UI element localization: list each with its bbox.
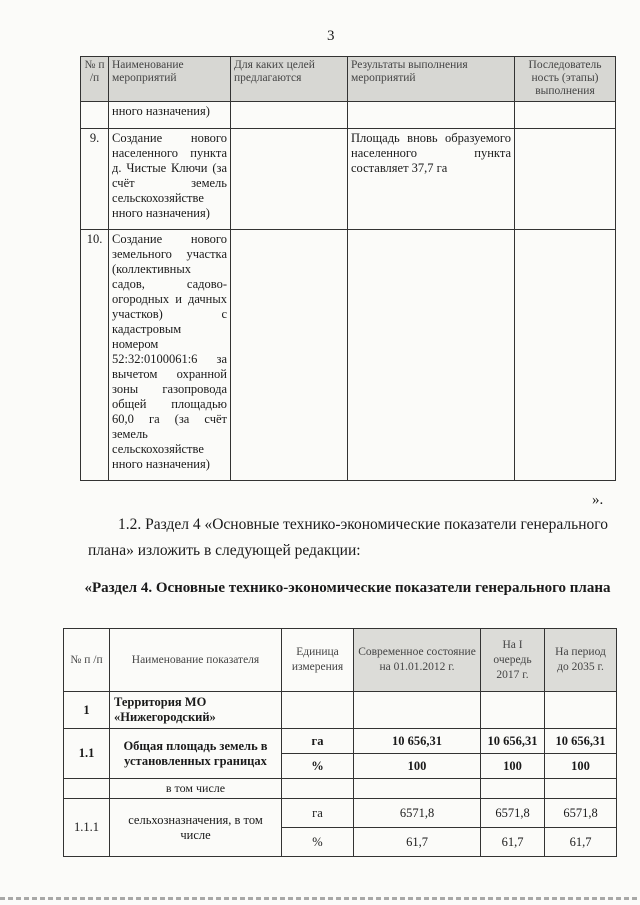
table-row [81, 129, 616, 230]
value-cell: 6571,8 [545, 799, 617, 828]
row-result: Площадь вновь образуемого населенного пункта составляет 37,7 га [348, 129, 515, 230]
col-header-indicator: Наименование показателя [110, 629, 282, 692]
value-cell: 10 656,31 [545, 729, 617, 754]
value-cell: 100 [545, 754, 617, 779]
table-header-row [64, 629, 617, 692]
page-number: 3 [327, 28, 335, 44]
row-result [348, 230, 515, 481]
col-header-num: № п /п [81, 57, 109, 102]
row-name: Создание нового земельного участка (коллективных садов, садово-огородных и дачных участков) с кадастровым номером 52:32:0100061:6 за вычетом охранной зоны газопровода общей площадью 60,0 га (за счёт земель сельскохозяйстве нного назначения) [109, 230, 231, 481]
table-row [81, 102, 616, 129]
value-cell: 61,7 [545, 828, 617, 857]
row-name: Общая площадь земель в установленных границах [110, 729, 282, 779]
value-cell: 61,7 [354, 828, 481, 857]
unit-cell: % [282, 754, 354, 779]
col-header-name: Наименование мероприятий [109, 57, 231, 102]
col-header-purpose: Для каких целей предлагаются [231, 57, 348, 102]
closing-quote: ». [592, 492, 604, 508]
col-header-period: На период до 2035 г. [545, 629, 617, 692]
row-name: Создание нового населенного пункта д. Чистые Ключи (за счёт земель сельскохозяйстве нного назначения) [109, 129, 231, 230]
value-cell: 10 656,31 [481, 729, 545, 754]
amendment-paragraph: 1.2. Раздел 4 «Основные технико-экономические показатели генерального плана» изложить в следующей редакции: [88, 516, 609, 559]
value-cell: 10 656,31 [354, 729, 481, 754]
table-header-row [81, 57, 616, 102]
row-num: 1 [64, 692, 110, 729]
col-header-unit: Единица измерения [282, 629, 354, 692]
indicators-table [63, 628, 617, 857]
row-sequence [515, 230, 616, 481]
table-row [64, 779, 617, 799]
col-header-num: № п /п [64, 629, 110, 692]
section-title: «Раздел 4. Основные технико-экономические показатели генерального плана [84, 580, 611, 596]
value-cell: 61,7 [481, 828, 545, 857]
value-cell: 100 [481, 754, 545, 779]
continued-cell: нного назначения) [109, 102, 231, 129]
unit-cell: % [282, 828, 354, 857]
value-cell: 6571,8 [354, 799, 481, 828]
col-header-current: Современное состояние на 01.01.2012 г. [354, 629, 481, 692]
row-sequence [515, 129, 616, 230]
measures-table [80, 56, 616, 481]
sub-label: в том числе [110, 779, 282, 799]
scan-edge-artifact [0, 897, 640, 900]
unit-cell: га [282, 729, 354, 754]
table-row [64, 799, 617, 828]
col-header-result: Результаты выполнения мероприятий [348, 57, 515, 102]
table-row [64, 692, 617, 729]
table-row [64, 729, 617, 754]
row-num: 1.1.1 [64, 799, 110, 857]
row-purpose [231, 230, 348, 481]
row-num: 1.1 [64, 729, 110, 779]
table-row [81, 230, 616, 481]
unit-cell: га [282, 799, 354, 828]
col-header-sequence: Последователь ность (этапы) выполнения [515, 57, 616, 102]
row-name: сельхозназначения, в том числе [110, 799, 282, 857]
row-num: 9. [81, 129, 109, 230]
row-name: Территория МО «Нижегородский» [110, 692, 282, 729]
value-cell: 100 [354, 754, 481, 779]
col-header-stage1: На I очередь 2017 г. [481, 629, 545, 692]
row-num: 10. [81, 230, 109, 481]
row-purpose [231, 129, 348, 230]
value-cell: 6571,8 [481, 799, 545, 828]
